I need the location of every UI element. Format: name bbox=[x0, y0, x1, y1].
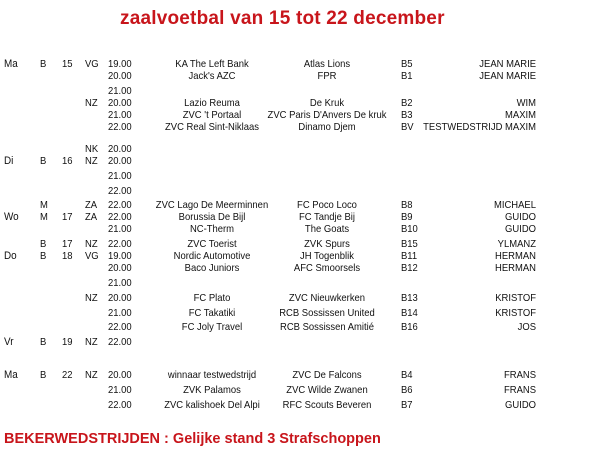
field-cell: B15 bbox=[401, 238, 418, 250]
referee-cell: GUIDO bbox=[505, 211, 536, 223]
time-cell: 22.00 bbox=[108, 321, 132, 333]
referee-cell: MAXIM bbox=[505, 109, 536, 121]
home-team-cell: FC Takatiki bbox=[188, 307, 236, 319]
category-cell: M bbox=[40, 199, 48, 211]
venue-cell: VG bbox=[85, 250, 99, 262]
category-cell: M bbox=[40, 211, 48, 223]
venue-cell: NK bbox=[85, 143, 99, 155]
away-team-cell: JH Togenblik bbox=[300, 250, 354, 262]
category-cell: B bbox=[40, 336, 47, 348]
time-cell: 20.00 bbox=[108, 292, 132, 304]
home-team-cell: ZVC Real Sint-Niklaas bbox=[164, 121, 260, 133]
away-team-cell: RFC Scouts Beveren bbox=[282, 399, 372, 411]
home-team-cell: ZVC kalishoek Del Alpi bbox=[164, 399, 260, 411]
time-cell: 22.00 bbox=[108, 399, 132, 411]
field-cell: BV bbox=[401, 121, 414, 133]
venue-cell: NZ bbox=[85, 97, 98, 109]
referee-cell: MICHAEL bbox=[493, 199, 536, 211]
referee-cell: HERMAN bbox=[495, 250, 536, 262]
time-cell: 21.00 bbox=[108, 384, 132, 396]
time-cell: 22.00 bbox=[108, 211, 132, 223]
time-cell: 20.00 bbox=[108, 97, 132, 109]
time-cell: 20.00 bbox=[108, 262, 132, 274]
field-cell: B10 bbox=[401, 223, 418, 235]
day-cell: Do bbox=[4, 250, 17, 262]
away-team-cell: ZVC Wilde Zwanen bbox=[286, 384, 368, 396]
time-cell: 20.00 bbox=[108, 143, 132, 155]
field-cell: B2 bbox=[401, 97, 413, 109]
date-cell: 17 bbox=[62, 238, 73, 250]
venue-cell: NZ bbox=[85, 238, 98, 250]
referee-cell: GUIDO bbox=[505, 223, 536, 235]
home-team-cell: ZVK Palamos bbox=[183, 384, 241, 396]
time-cell: 22.00 bbox=[108, 199, 132, 211]
category-cell: B bbox=[40, 58, 47, 70]
venue-cell: NZ bbox=[85, 336, 98, 348]
date-cell: 17 bbox=[62, 211, 73, 223]
day-cell: Ma bbox=[4, 369, 18, 381]
referee-cell: JEAN MARIE bbox=[479, 70, 536, 82]
away-team-cell: AFC Smoorsels bbox=[293, 262, 361, 274]
time-cell: 20.00 bbox=[108, 369, 132, 381]
venue-cell: NZ bbox=[85, 369, 98, 381]
field-cell: B9 bbox=[401, 211, 413, 223]
category-cell: B bbox=[40, 155, 47, 167]
cup-match-note: BEKERWEDSTRIJDEN : Gelijke stand 3 Strafschoppen bbox=[4, 431, 381, 447]
category-cell: B bbox=[40, 238, 47, 250]
away-team-cell: ZVK Spurs bbox=[304, 238, 350, 250]
home-team-cell: FC Plato bbox=[193, 292, 231, 304]
time-cell: 20.00 bbox=[108, 70, 132, 82]
field-cell: B1 bbox=[401, 70, 413, 82]
referee-cell: FRANS bbox=[503, 369, 536, 381]
venue-cell: ZA bbox=[85, 199, 98, 211]
date-cell: 16 bbox=[62, 155, 73, 167]
away-team-cell: ZVC De Falcons bbox=[292, 369, 362, 381]
home-team-cell: ZVC Toerist bbox=[187, 238, 237, 250]
away-team-cell: FC Poco Loco bbox=[297, 199, 357, 211]
home-team-cell: Borussia De Bijl bbox=[178, 211, 246, 223]
field-cell: B7 bbox=[401, 399, 413, 411]
field-cell: B13 bbox=[401, 292, 418, 304]
home-team-cell: winnaar testwedstrijd bbox=[167, 369, 257, 381]
time-cell: 22.00 bbox=[108, 336, 132, 348]
category-cell: B bbox=[40, 369, 47, 381]
date-cell: 22 bbox=[62, 369, 73, 381]
field-cell: B12 bbox=[401, 262, 418, 274]
home-team-cell: Baco Juniors bbox=[184, 262, 240, 274]
home-team-cell: KA The Left Bank bbox=[175, 58, 249, 70]
referee-cell: JEAN MARIE bbox=[479, 58, 536, 70]
time-cell: 21.00 bbox=[108, 307, 132, 319]
field-cell: B6 bbox=[401, 384, 413, 396]
field-cell: B14 bbox=[401, 307, 418, 319]
referee-cell: GUIDO bbox=[505, 399, 536, 411]
referee-cell: YLMANZ bbox=[497, 238, 536, 250]
time-cell: 21.00 bbox=[108, 223, 132, 235]
time-cell: 19.00 bbox=[108, 58, 132, 70]
venue-cell: ZA bbox=[85, 211, 98, 223]
field-cell: B3 bbox=[401, 109, 413, 121]
field-cell: B11 bbox=[401, 250, 418, 262]
referee-cell: TESTWEDSTRIJD MAXIM bbox=[423, 121, 536, 133]
away-team-cell: ZVC Paris D'Anvers De kruk bbox=[267, 109, 387, 121]
away-team-cell: The Goats bbox=[304, 223, 350, 235]
home-team-cell: Jack's AZC bbox=[188, 70, 236, 82]
referee-cell: HERMAN bbox=[495, 262, 536, 274]
date-cell: 15 bbox=[62, 58, 73, 70]
field-cell: B4 bbox=[401, 369, 413, 381]
time-cell: 20.00 bbox=[108, 155, 132, 167]
home-team-cell: FC Joly Travel bbox=[181, 321, 243, 333]
day-cell: Wo bbox=[4, 211, 19, 223]
field-cell: B5 bbox=[401, 58, 413, 70]
time-cell: 22.00 bbox=[108, 185, 132, 197]
home-team-cell: ZVC Lago De Meerminnen bbox=[155, 199, 269, 211]
page-title: zaalvoetbal van 15 tot 22 december bbox=[120, 8, 445, 29]
referee-cell: KRISTOF bbox=[495, 292, 536, 304]
venue-cell: NZ bbox=[85, 292, 98, 304]
venue-cell: NZ bbox=[85, 155, 98, 167]
away-team-cell: De Kruk bbox=[309, 97, 345, 109]
time-cell: 22.00 bbox=[108, 121, 132, 133]
away-team-cell: ZVC Nieuwkerken bbox=[288, 292, 366, 304]
time-cell: 21.00 bbox=[108, 170, 132, 182]
home-team-cell: ZVC 't Portaal bbox=[182, 109, 242, 121]
field-cell: B8 bbox=[401, 199, 413, 211]
day-cell: Di bbox=[4, 155, 14, 167]
referee-cell: WIM bbox=[516, 97, 536, 109]
day-cell: Vr bbox=[4, 336, 14, 348]
away-team-cell: RCB Sossissen United bbox=[279, 307, 375, 319]
away-team-cell: FPR bbox=[317, 70, 337, 82]
time-cell: 22.00 bbox=[108, 238, 132, 250]
home-team-cell: Lazio Reuma bbox=[184, 97, 240, 109]
home-team-cell: NC-Therm bbox=[189, 223, 235, 235]
time-cell: 19.00 bbox=[108, 250, 132, 262]
date-cell: 18 bbox=[62, 250, 73, 262]
away-team-cell: RCB Sossissen Amitié bbox=[279, 321, 375, 333]
away-team-cell: Dinamo Djem bbox=[298, 121, 356, 133]
venue-cell: VG bbox=[85, 58, 99, 70]
field-cell: B16 bbox=[401, 321, 418, 333]
date-cell: 19 bbox=[62, 336, 73, 348]
referee-cell: KRISTOF bbox=[495, 307, 536, 319]
referee-cell: JOS bbox=[517, 321, 536, 333]
time-cell: 21.00 bbox=[108, 109, 132, 121]
away-team-cell: FC Tandje Bij bbox=[298, 211, 356, 223]
category-cell: B bbox=[40, 250, 47, 262]
referee-cell: FRANS bbox=[503, 384, 536, 396]
time-cell: 21.00 bbox=[108, 85, 132, 97]
day-cell: Ma bbox=[4, 58, 18, 70]
away-team-cell: Atlas Lions bbox=[303, 58, 351, 70]
time-cell: 21.00 bbox=[108, 277, 132, 289]
home-team-cell: Nordic Automotive bbox=[173, 250, 251, 262]
